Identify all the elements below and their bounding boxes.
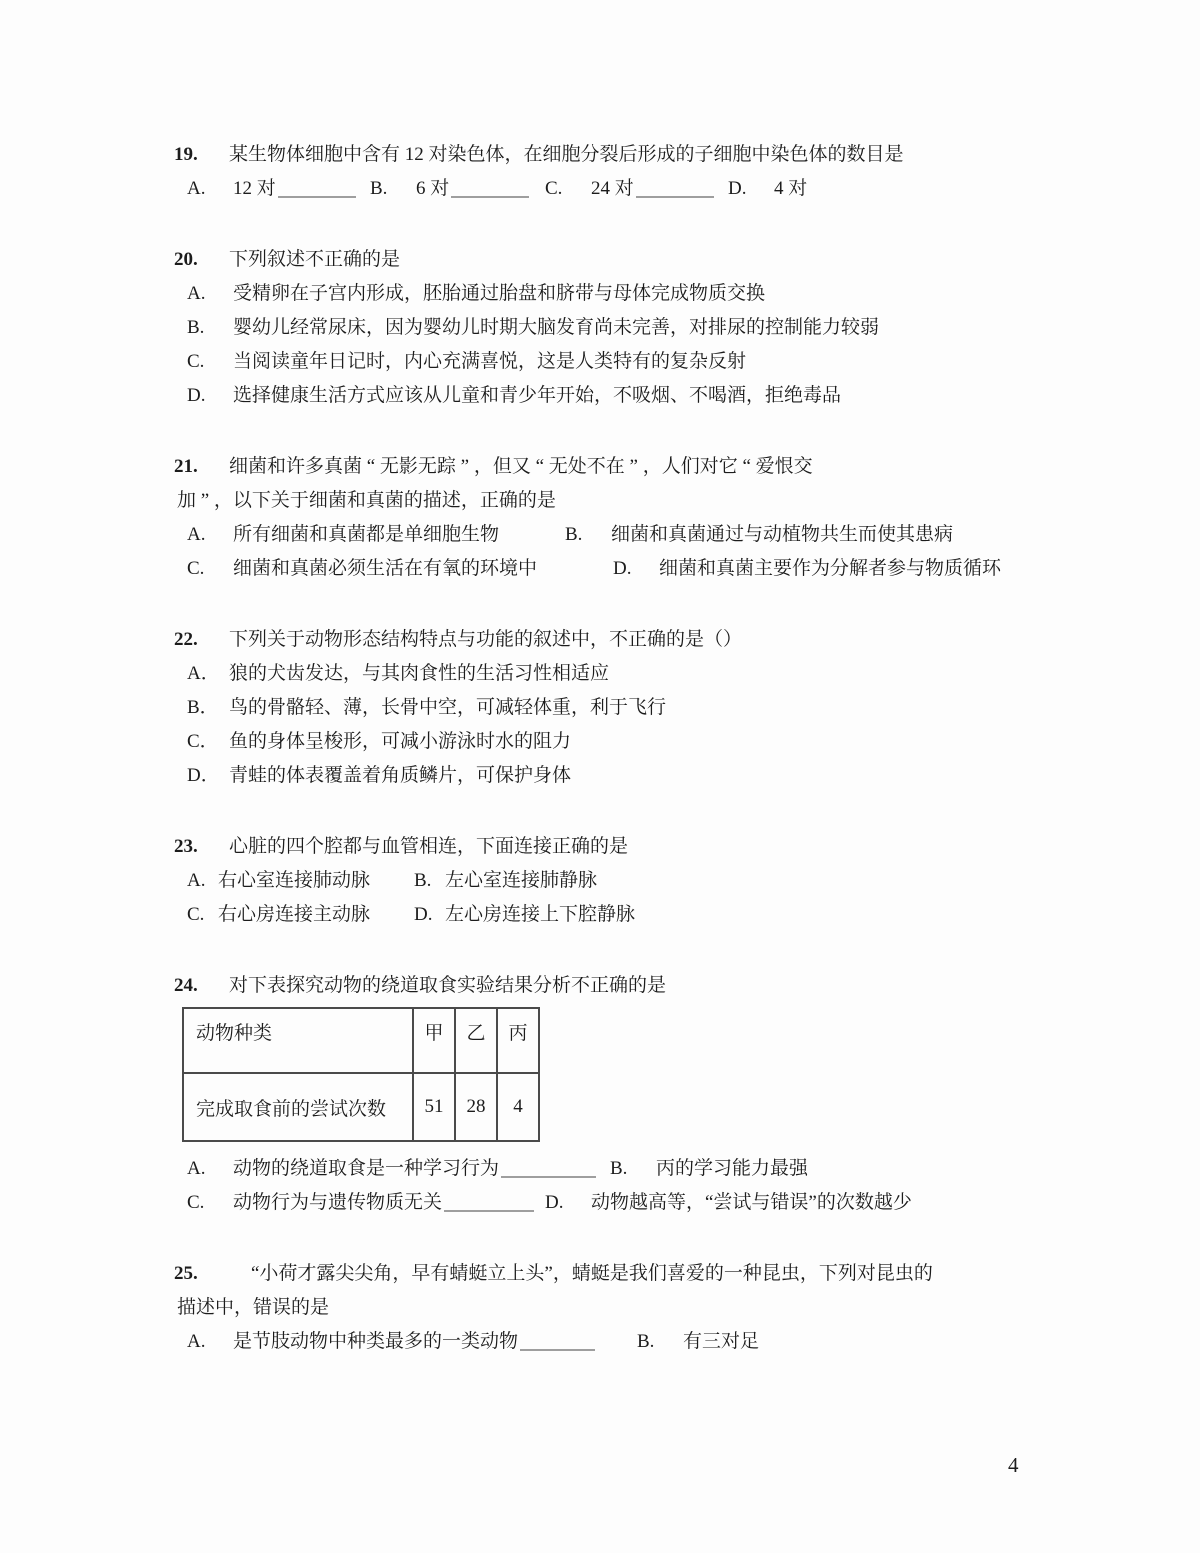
question-20-stem-line — [174, 243, 1110, 277]
option-label: A. — [187, 524, 206, 545]
option-text: 4 对 — [774, 178, 808, 199]
question-number: 25. — [174, 1263, 198, 1284]
option-text: 鸟的骨骼轻、薄，长骨中空，可减轻体重，利于飞行 — [229, 697, 667, 718]
option-d — [613, 552, 1001, 586]
option-label: B. — [370, 178, 388, 199]
question-stem: 某生物体细胞中含有 12 对染色体，在细胞分裂后形成的子细胞中染色体的数目是 — [229, 144, 904, 165]
option-label: C. — [187, 351, 205, 372]
option-label: C. — [187, 904, 205, 925]
question-21 — [174, 450, 1110, 586]
option-d — [728, 178, 807, 199]
question-22-stem-line — [174, 623, 1110, 657]
option-label: A. — [187, 870, 206, 891]
option-c — [187, 898, 414, 932]
option-text: 动物的绕道取食是一种学习行为 — [233, 1158, 500, 1179]
option-label: D． — [187, 765, 220, 786]
option-text: 左心房连接上下腔静脉 — [445, 904, 636, 925]
option-label: C． — [187, 731, 219, 752]
question-25 — [174, 1257, 1110, 1359]
option-text: 有三对足 — [683, 1331, 760, 1352]
option-label: C. — [187, 558, 205, 579]
option-d — [414, 898, 635, 932]
option-label: B. — [414, 870, 432, 891]
option-text: 受精卵在子宫内形成，胚胎通过胎盘和脐带与母体完成物质交换 — [233, 283, 766, 304]
answer-blank — [636, 196, 714, 198]
option-label: A. — [187, 178, 206, 199]
option-b — [610, 1152, 808, 1186]
question-19 — [174, 138, 1110, 206]
option-d — [545, 1186, 912, 1220]
answer-blank — [278, 196, 356, 198]
table-header-bing: 丙 — [497, 1008, 539, 1073]
option-label: C. — [545, 178, 563, 199]
page-number: 4 — [1008, 1453, 1019, 1477]
option-line-b — [187, 311, 1110, 345]
answer-blank — [520, 1349, 595, 1351]
option-label: D. — [545, 1192, 564, 1213]
option-a — [187, 518, 565, 552]
option-text: 细菌和真菌必须生活在有氧的环境中 — [233, 558, 538, 579]
option-line-b — [187, 691, 1110, 725]
option-text: 婴幼儿经常尿床，因为婴幼儿时期大脑发育尚未完善，对排尿的控制能力较弱 — [233, 317, 880, 338]
option-row-ab — [187, 864, 1110, 898]
option-text: 24 对 — [591, 178, 634, 199]
question-number: 19. — [174, 144, 198, 165]
question-21-stem-line-2 — [177, 484, 1110, 518]
table-cell-attempts-label: 完成取食前的尝试次数 — [183, 1073, 413, 1141]
option-c — [545, 172, 728, 206]
table-cell-jia-value: 51 — [413, 1073, 455, 1141]
question-24-stem-line — [174, 969, 1110, 1003]
question-23-stem-line — [174, 830, 1110, 864]
table-header-yi: 乙 — [455, 1008, 497, 1073]
option-text: 选择健康生活方式应该从儿童和青少年开始，不吸烟、不喝酒，拒绝毒品 — [233, 385, 842, 406]
question-21-stem-line-1 — [174, 450, 1110, 484]
option-text: 左心室连接肺静脉 — [445, 870, 598, 891]
option-text: 动物越高等，“尝试与错误”的次数越少 — [591, 1192, 912, 1213]
question-number: 20. — [174, 249, 198, 270]
option-text: 鱼的身体呈梭形，可减小游泳时水的阻力 — [229, 731, 572, 752]
option-b — [370, 172, 545, 206]
option-text: 右心室连接肺动脉 — [218, 870, 371, 891]
option-text: 当阅读童年日记时，内心充满喜悦，这是人类特有的复杂反射 — [233, 351, 747, 372]
option-line-d — [187, 759, 1110, 793]
table-header-animal-type: 动物种类 — [183, 1008, 413, 1073]
answer-blank — [444, 1210, 534, 1212]
option-label: D. — [187, 385, 206, 406]
option-label: D. — [613, 558, 632, 579]
option-text: 狼的犬齿发达，与其肉食性的生活习性相适应 — [229, 663, 610, 684]
option-row-cd — [187, 898, 1110, 932]
option-c — [187, 1186, 545, 1220]
experiment-results-table — [182, 1007, 540, 1142]
option-text: 细菌和真菌主要作为分解者参与物质循环 — [659, 558, 1002, 579]
question-number: 24. — [174, 975, 198, 996]
option-label: D. — [414, 904, 433, 925]
option-text: 是节肢动物中种类最多的一类动物 — [233, 1331, 519, 1352]
option-text: 细菌和真菌通过与动植物共生而使其患病 — [611, 524, 954, 545]
option-label: B. — [610, 1158, 628, 1179]
option-label: B. — [637, 1331, 655, 1352]
question-number: 23. — [174, 836, 198, 857]
question-stem-continued: 加 ” ，以下关于细菌和真菌的描述，正确的是 — [177, 490, 556, 511]
option-text: 所有细菌和真菌都是单细胞生物 — [233, 524, 500, 545]
answer-blank — [451, 196, 529, 198]
option-label: A. — [187, 1158, 206, 1179]
question-19-stem-line — [174, 138, 1110, 172]
question-stem: 对下表探究动物的绕道取食实验结果分析不正确的是 — [229, 975, 667, 996]
table-header-row — [183, 1008, 539, 1073]
option-text: 右心房连接主动脉 — [218, 904, 371, 925]
option-text: 丙的学习能力最强 — [656, 1158, 809, 1179]
option-line-a — [187, 657, 1110, 691]
question-stem: 下列关于动物形态结构特点与功能的叙述中，不正确的是（） — [229, 629, 743, 650]
option-b — [565, 518, 953, 552]
option-row-ab — [187, 1152, 1110, 1186]
option-row-ab — [187, 518, 1110, 552]
option-c — [187, 552, 613, 586]
question-stem-continued: 描述中，错误的是 — [177, 1297, 330, 1318]
option-line-a — [187, 277, 1110, 311]
question-22 — [174, 623, 1110, 793]
option-a — [187, 864, 414, 898]
question-number: 22. — [174, 629, 198, 650]
question-stem: 下列叙述不正确的是 — [229, 249, 401, 270]
option-a — [187, 172, 370, 206]
question-23 — [174, 830, 1110, 932]
table-cell-yi-value: 28 — [455, 1073, 497, 1141]
option-label: A. — [187, 1331, 206, 1352]
option-row-cd — [187, 1186, 1110, 1220]
option-a — [187, 1152, 610, 1186]
option-text: 6 对 — [416, 178, 450, 199]
option-label: C. — [187, 1192, 205, 1213]
option-label: B. — [565, 524, 583, 545]
option-row — [187, 172, 1110, 206]
option-row-ab — [187, 1325, 1110, 1359]
option-b — [414, 864, 597, 898]
question-number: 21. — [174, 456, 198, 477]
option-text: 动物行为与遗传物质无关 — [233, 1192, 443, 1213]
option-line-d — [187, 379, 1110, 413]
option-row-cd — [187, 552, 1110, 586]
table-data-row — [183, 1073, 539, 1141]
question-20 — [174, 243, 1110, 413]
question-24 — [174, 969, 1110, 1220]
option-a — [187, 1325, 637, 1359]
table-cell-bing-value: 4 — [497, 1073, 539, 1141]
option-text: 12 对 — [233, 178, 276, 199]
question-stem: 心脏的四个腔都与血管相连，下面连接正确的是 — [229, 836, 629, 857]
option-line-c — [187, 725, 1110, 759]
question-stem: 细菌和许多真菌 “ 无影无踪 ” ，但又 “ 无处不在 ” ，人们对它 “ 爱恨交 — [229, 456, 813, 477]
option-label: A. — [187, 283, 206, 304]
option-label: B. — [187, 317, 205, 338]
table-header-jia: 甲 — [413, 1008, 455, 1073]
option-label: D. — [728, 178, 747, 199]
question-stem: “小荷才露尖尖角，早有蜻蜓立上头”，蜻蜓是我们喜爱的一种昆虫，下列对昆虫的 — [251, 1263, 933, 1284]
question-25-stem-line-1 — [174, 1257, 1110, 1291]
question-25-stem-line-2 — [177, 1291, 1110, 1325]
option-label: A． — [187, 663, 220, 684]
answer-blank — [501, 1176, 596, 1178]
option-b — [637, 1325, 759, 1359]
option-label: B． — [187, 697, 219, 718]
option-line-c — [187, 345, 1110, 379]
option-text: 青蛙的体表覆盖着角质鳞片，可保护身体 — [229, 765, 572, 786]
